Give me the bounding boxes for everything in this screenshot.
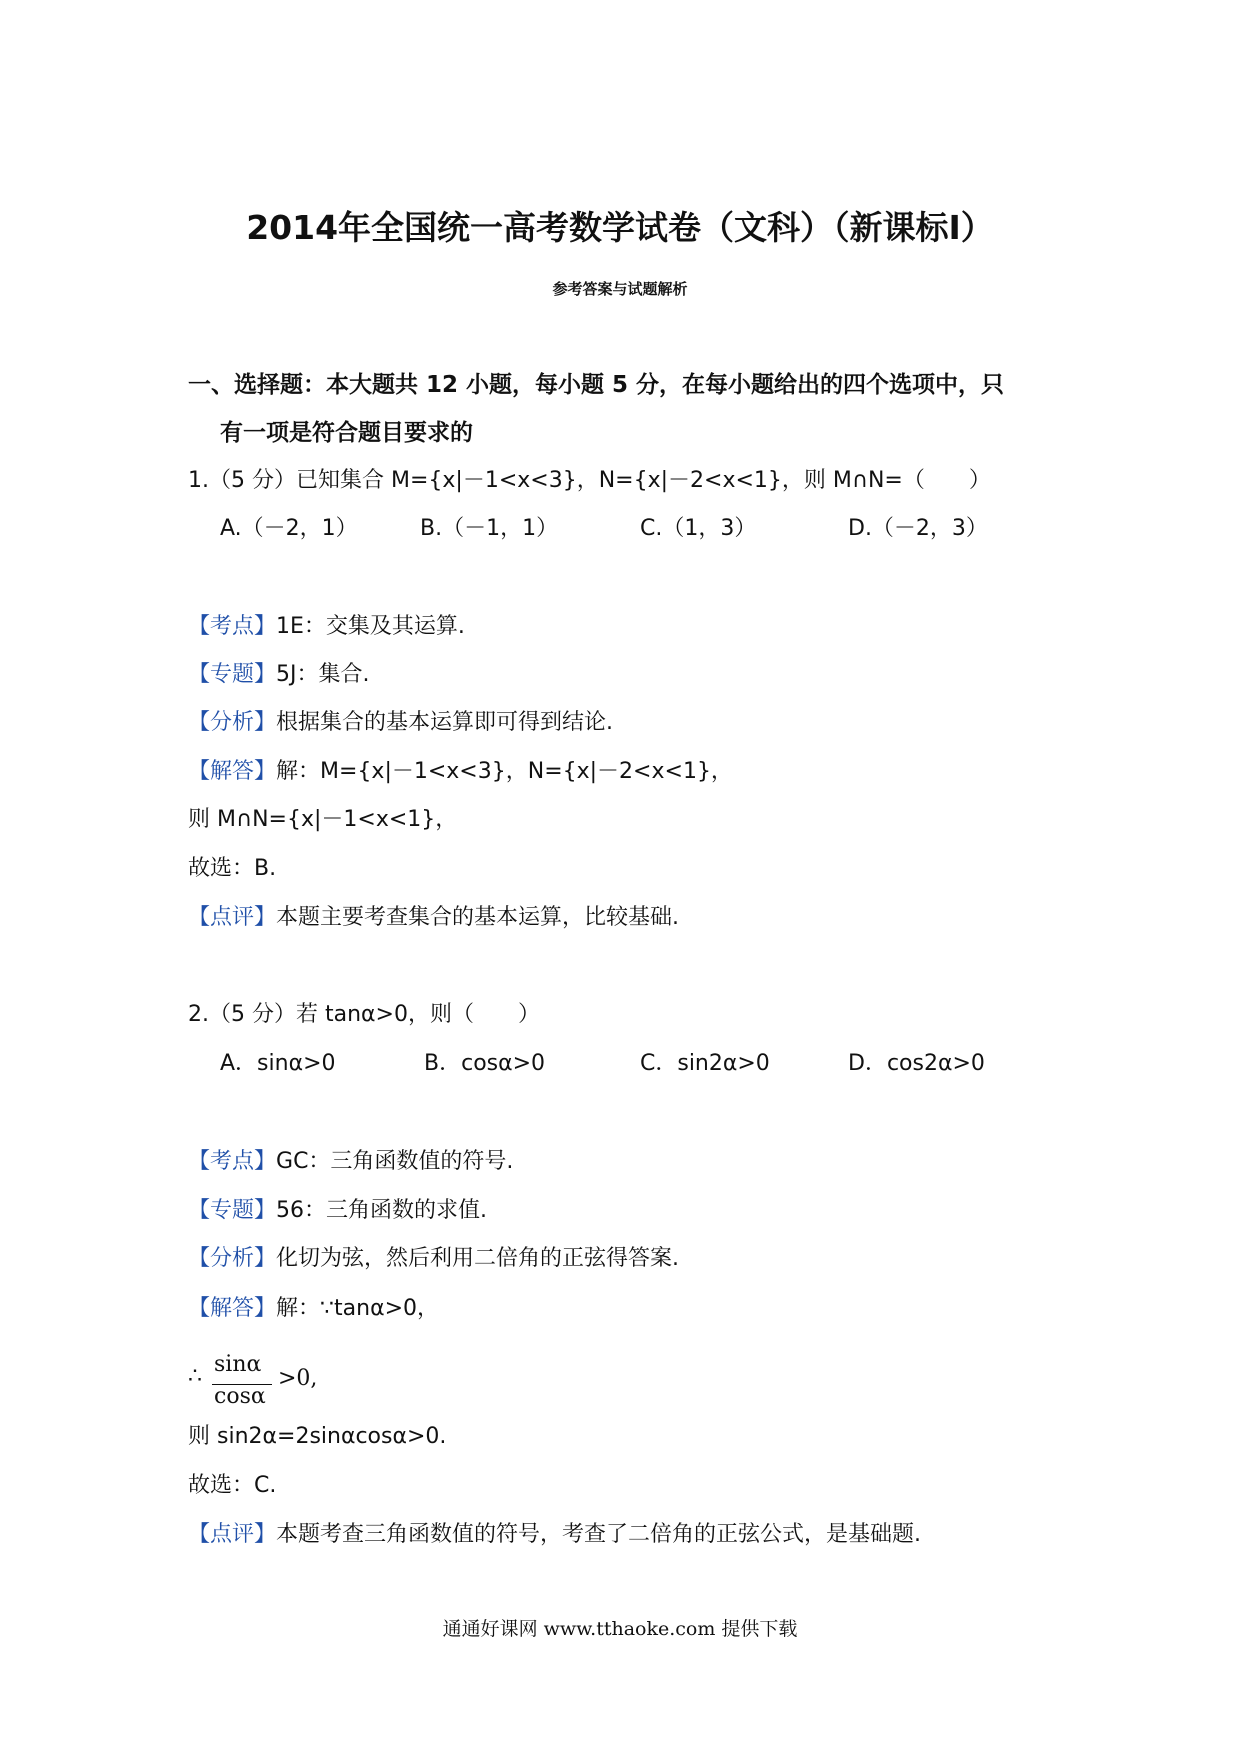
q1-option-d: D.（－2，3） [848, 516, 988, 541]
q1-step: 则 M∩N={x|－1<x<1}， [188, 807, 458, 832]
section-heading-line2: 有一项是符合题目要求的 [220, 420, 473, 446]
q1-kaodian-text: 1E：交集及其运算. [276, 614, 465, 639]
q2-fenxi-text: 化切为弦，然后利用二倍角的正弦得答案. [276, 1246, 680, 1271]
q2-stem: 2.（5 分）若 tanα>0，则（ ） [188, 1002, 540, 1027]
q1-answer: 故选：B. [188, 856, 277, 881]
q2-kaodian [188, 1147, 513, 1177]
therefore-symbol: ∴ [188, 1364, 202, 1389]
q1-jieda-text: 解：M={x|－1<x<3}，N={x|－2<x<1}， [276, 759, 733, 784]
q1-stem: 1.（5 分）已知集合 M={x|－1<x<3}，N={x|－2<x<1}，则 M∩N=（ ） [188, 468, 991, 493]
q1-fenxi-tag: 【分析】 [188, 710, 277, 735]
q1-kaodian [188, 612, 465, 642]
q1-fenxi-text: 根据集合的基本运算即可得到结论. [276, 710, 614, 735]
q1-option-c: C.（1，3） [640, 516, 757, 541]
q2-option-c: C．sin2α>0 [640, 1051, 770, 1076]
q2-jieda-tag: 【解答】 [188, 1296, 277, 1321]
q1-fenxi [188, 708, 613, 738]
fraction-numerator: sinα [214, 1352, 262, 1377]
q2-fenxi [188, 1244, 679, 1274]
q1-zhuanti-text: 5J：集合. [276, 662, 370, 687]
q1-dianping-text: 本题主要考查集合的基本运算，比较基础. [276, 905, 680, 930]
q2-kaodian-tag: 【考点】 [188, 1149, 277, 1174]
q2-dianping-text: 本题考查三角函数值的符号，考查了二倍角的正弦公式，是基础题. [276, 1522, 922, 1547]
q2-dianping [188, 1520, 921, 1550]
section-heading-line1: 一、选择题：本大题共 12 小题，每小题 5 分，在每小题给出的四个选项中，只 [188, 372, 1005, 398]
q2-dianping-tag: 【点评】 [188, 1522, 277, 1547]
q2-option-a: A．sinα>0 [220, 1051, 336, 1076]
q2-option-d: D．cos2α>0 [848, 1051, 985, 1076]
q2-jieda-text: 解：∵tanα>0， [276, 1296, 439, 1321]
q1-kaodian-tag: 【考点】 [188, 614, 277, 639]
q2-zhuanti-tag: 【专题】 [188, 1198, 277, 1223]
q2-fenxi-tag: 【分析】 [188, 1246, 277, 1271]
page-title: 2014年全国统一高考数学试卷（文科）（新课标Ⅰ） [246, 208, 994, 247]
q1-jieda-tag: 【解答】 [188, 759, 277, 784]
q1-option-b: B.（－1，1） [420, 516, 559, 541]
q2-zhuanti [188, 1196, 487, 1226]
q2-step: 则 sin2α=2sinαcosα>0. [188, 1424, 447, 1449]
q1-option-a: A.（－2，1） [220, 516, 358, 541]
page-subtitle: 参考答案与试题解析 [552, 280, 688, 298]
q1-dianping-tag: 【点评】 [188, 905, 277, 930]
q1-jieda [188, 757, 733, 787]
q2-jieda [188, 1294, 439, 1324]
q2-kaodian-text: GC：三角函数值的符号. [276, 1149, 514, 1174]
page-footer: 通通好课网 www.tthaoke.com 提供下载 [442, 1618, 798, 1640]
q2-answer: 故选：C. [188, 1473, 277, 1498]
fraction-denominator: cosα [214, 1384, 266, 1409]
q1-dianping [188, 903, 679, 933]
q1-zhuanti [188, 660, 370, 690]
q2-zhuanti-text: 56：三角函数的求值. [276, 1198, 488, 1223]
q2-option-b: B．cosα>0 [424, 1051, 546, 1076]
q1-zhuanti-tag: 【专题】 [188, 662, 277, 687]
fraction-inequality: >0, [278, 1366, 318, 1391]
